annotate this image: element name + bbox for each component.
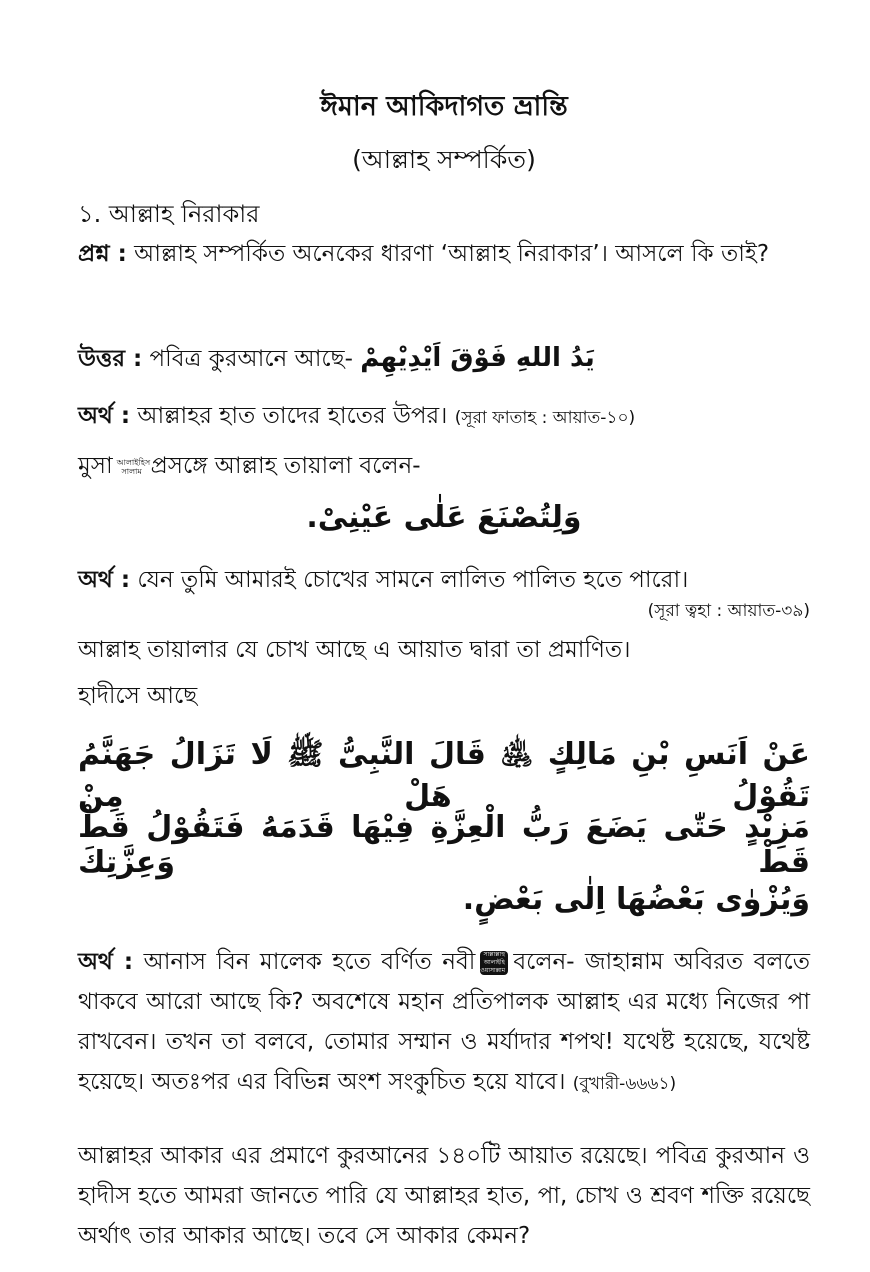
alaihis-salam-honorific: আলাইহিস সালাম [116,457,151,476]
section-heading: ১. আল্লাহ নিরাকার [78,200,260,228]
meaning-text: আল্লাহর হাত তাদের হাতের উপর। [137,403,448,429]
sallallahu-alaihi-wasallam-badge: সাল্লাল্লাহু আলাইহি ওয়াসাল্লাম [480,951,508,975]
question-paragraph [78,234,810,274]
arabic-verse-2: وَلِتُصْنَعَ عَلٰى عَيْنِىْ. [306,500,582,535]
verse-reference: (সূরা ত্বহা : আয়াত-৩৯) [647,601,810,621]
meaning-label: অর্থ : [78,567,131,593]
hadith-intro: হাদীসে আছে [78,683,198,709]
meaning-label: অর্থ : [78,403,131,429]
meaning-text: যেন তুমি আমারই চোখের সামনে লালিত পালিত হতে পারো। [137,567,689,593]
musa-text: প্রসঙ্গে আল্লাহ তায়ালা বলেন- [150,453,421,479]
page-subtitle: (আল্লাহ সম্পর্কিত) [352,145,536,174]
question-label: প্রশ্ন : [78,241,127,267]
meaning-paragraph-1 [78,396,810,438]
musa-paragraph [78,446,810,486]
conclusion-paragraph: আল্লাহর আকার এর প্রমাণে কুরআনের ১৪০টি আয়াত রয়েছে। পবিত্র কুরআন ও হাদীস হতে আমরা জানতে পারি যে আল্লাহর হাত, পা, চোখ ও শ্রবণ শক্তি রয়েছে অর্থাৎ তার আকার আছে। তবে সে আকার কেমন? [78,1143,810,1249]
musa-name: মুসা [78,453,113,479]
meaning-label: অর্থ : [78,949,134,975]
meaning-text: আনাস বিন মালেক হতে বর্ণিত নবী [143,949,476,975]
meaning-text: বলেন- জাহান্নাম অবিরত বলতে থাকবে আরো আছে কি? অবশেষে মহান প্রতিপালক আল্লাহ এর মধ্যে নিজের পা রাখবেন। তখন তা বলবে, তোমার সম্মান ও মর্যাদার শপথ! যথেষ্ট হয়েছে, যথেষ্ট হয়েছে। অতঃপর এর বিভিন্ন অংশ সংকুচিত হয়ে যাবে। [78,949,811,1095]
hadith-arabic-line: وَيُزْوٰى بَعْضُهَا اِلٰى بَعْضٍ. [462,882,810,917]
hadith-arabic-line: مَزِيْدٍ حَتّٰى يَضَعَ رَبُّ الْعِزَّةِ فِيْهَا قَدَمَهُ فَتَقُوْلُ قَطْ قَطْ وَعِزَّتِكَ [78,810,810,880]
answer-paragraph [78,338,810,379]
meaning-paragraph-3 [78,942,810,1104]
page-title: ঈমান আকিদাগত ভ্রান্তি [320,91,568,122]
hadith-reference: (বুখারী-৬৬৬১) [572,1074,677,1094]
answer-text: পবিত্র কুরআনে আছে- [149,346,353,372]
answer-arabic-verse: يَدُ اللهِ فَوْقَ اَيْدِيْهِمْ [360,343,595,373]
question-text: আল্লাহ সম্পর্কিত অনেকের ধারণা ‘আল্লাহ নিরাকার’। আসলে কি তাই? [134,241,770,267]
answer-label: উত্তর : [78,346,143,372]
hadith-arabic-line: عَنْ اَنَسِ بْنِ مَالِكٍ ﵁ قَالَ النَّبِىُّ ﷺ لَا تَزَالُ جَهَنَّمُ تَقُوْلُ هَلْ مِنْ [78,737,810,814]
eye-proof-paragraph: আল্লাহ তায়ালার যে চোখ আছে এ আয়াত দ্বারা তা প্রমাণিত। [78,637,631,663]
meaning-paragraph-2 [78,560,810,600]
verse-reference: (সূরা ফাতাহ : আয়াত-১০) [454,408,636,428]
document-page [78,0,810,1272]
